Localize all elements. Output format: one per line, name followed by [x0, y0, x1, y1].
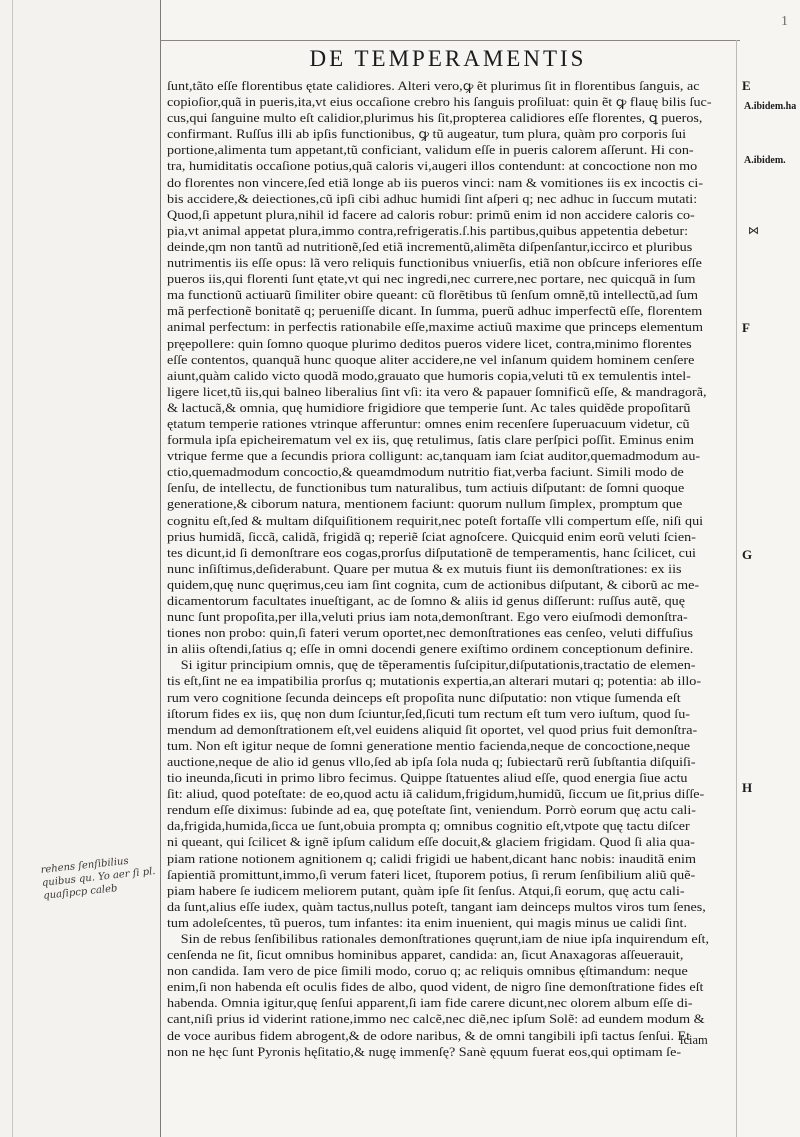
main-text-block	[167, 78, 737, 1108]
text-line: confirmant. Ruſſus illi ab ipſis functionibus, ꝙ tũ augeatur, tum plura, quàm pro corporis ſui	[167, 127, 687, 142]
text-line: bis accidere,& deiectiones,cũ ipſi cibi adhuc humidi ſint aſperi q; nec adhuc in ſuccum mutati:	[167, 191, 698, 206]
manuscript-annotation: rehens ſenſibilius quibus qu. Yo aer ſi pl. quaſipcp caleb	[40, 855, 157, 902]
text-line: portione,alimenta tum appetant,tũ conficiant, validum eſſe in pueris calorem aſſerunt. Hi con-	[167, 143, 694, 158]
text-line: mã perfectionẽ bonitatẽ q; perueniſſe dicant. In ſumma, puerũ adhuc imperfectũ eſſe, florentem	[167, 304, 703, 319]
text-line: vtrique ferme que a ſecundis priora colligunt: ac,tanquam iam ſciat auditor,quemadmodum au-	[167, 449, 701, 464]
text-line: tio ineunda,ſicuti in primo libro fecimus. Quippe ſtatuentes aliud eſſe, quod energia ſiue actu	[167, 771, 688, 786]
text-line: animal perfectum: in perfectis rationabile eſſe,maxime actiuũ maxime que princeps elementum	[167, 320, 703, 335]
text-line: nutrimentis iis eſſe opus: lã vero reliquis functionibus vniuerſis, etiã non obſcure inferiores eſſe	[167, 256, 702, 271]
text-line: cenſenda ne ſit, ſicut omnibus hominibus apparet, candida: an, ſicut Anaxagoras aſſeuerauit,	[167, 948, 684, 963]
section-letter-e: E	[742, 78, 751, 93]
side-note-ibidem-1: A.ibidem.ha	[744, 101, 797, 112]
text-line: Sin de rebus ſenſibilibus rationales demonſtrationes quęrunt,iam de niue ipſa inquirendum eſt,	[180, 931, 710, 946]
text-line: de voce auribus fidem abrogent,& de odore naribus, & de omni tangibili ipſi tactus ſenſui. Et	[167, 1028, 691, 1043]
section-letter-f: F	[742, 320, 750, 335]
page-number: 1	[781, 14, 788, 29]
text-line: copioſior,quã in pueris,ita,vt eius occaſione crebro his ſanguis proſiluat: quin ẽt ꝙ flauę bilis ſuc-	[167, 95, 712, 110]
text-line: tes dicunt,id ſi demonſtrare eos cogas,prorſus diſputationẽ de temperamentis, hanc ſcilicet, cui	[167, 545, 696, 560]
text-line: rum vero cognitione ſecunda deinceps eſt propoſita nunc diſputatio: non vtique ſumenda eſt	[167, 690, 681, 705]
text-line: ligere licet,tũ iis,qui balneo liberalius ſint vſi: ita vero & papauer ſomnificũ eſſe, & mandragorã,	[167, 384, 707, 399]
text-line: non candida. Iam vero de pice ſimili modo, coruo q; ac reliquis omnibus ęſtimandum: neque	[167, 964, 688, 979]
text-line: tum adoleſcentes, tũ pueros, tum infantes: ita enim inuenient, qui magis minus ue calidi ſint.	[167, 915, 687, 930]
text-line: mendum ad demonſtrationem eſt,vel euidens aliquid ſit oportet, vel quod prius fuit demonſtra-	[167, 722, 698, 737]
text-line: ſenſu, de intellectu, de functionibus tum naturalibus, tum actiuis diſputant: de ſomni quoque	[167, 481, 685, 496]
section-letter-h: H	[742, 780, 753, 795]
text-line: quidem,quę nunc quęrimus,ceu iam ſint cognita, cum de actionibus diſputant, & ciborũ ac me-	[167, 577, 700, 592]
running-head: DE TEMPERAMENTIS	[309, 46, 587, 71]
text-line: tis eſt,ſint ne ea impatibilia prorſus q; mutationis expertia,an alterari mutari q; potentia: ab illo-	[167, 674, 702, 689]
text-line: ma functionũ actiuarũ ſimiliter obire queant: cũ florẽtibus tũ ſenſum omnẽ,tũ intellectũ,ad ſum	[167, 288, 698, 303]
text-line: Si igitur principium omnis, quę de tẽperamentis ſuſcipitur,diſputationis,tractatio de elemen-	[180, 658, 696, 673]
margin-rule	[12, 0, 13, 1137]
text-line: ctio,quemadmodum concoctio,& queamdmodum nutritio fiat,verba faciunt. Simili modo de	[167, 465, 684, 480]
text-line: tiones non probo: quin,ſi fateri verum oportet,nec demonſtrationes eas cenſeo, veluti diffuſius	[167, 626, 693, 641]
text-line: & lactucã,& omnia, quę humidiore frigidiore que temperie ſunt. Ac tales quidẽde propoſitarũ	[167, 400, 691, 415]
text-line: deinde,qm non tantũ ad nutritionẽ,ſed etiã incrementũ,alimẽta diſpenſantur,iccirco et pluribus	[167, 239, 693, 254]
text-line: eſſe contentos, quanquã hunc quoque aliter accidere,ne vel inſanum quidem hominem cenſere	[167, 352, 695, 367]
text-line: Quod,ſi appetunt plura,nihil id facere ad caloris robur: primũ enim id non accidere caloris co-	[167, 207, 695, 222]
text-line: tum. Non eſt igitur neque de ſomni generatione mentio facienda,neque de concoctione,neque	[167, 738, 691, 753]
header-rule	[160, 40, 740, 41]
text-line: generatione,& ciborum natura, mentionem faciunt: quorum nullum ſimplex, promptum que	[167, 497, 683, 512]
text-line: piam habere ſe iudicem meliorem putant, quàm ipſe ſit ſenſus. Atqui,ſi eorum, quę actu cali-	[167, 883, 685, 898]
text-line: prius humidã, ſiccã, calidã, frigidã q; reperiẽ ſciat agnoſcere. Quicquid enim eorũ veluti ſcien-	[167, 529, 696, 544]
text-line: cant,niſi prius id viderint ratione,immo nec calcẽ,nec diẽ,nec ipſum Solẽ: ad eundem modum &	[167, 1012, 705, 1027]
text-line: cognitu eſt,ſed & multam diſquiſitionem requirit,nec poteſt fortaſſe vlli compertum eſſe, niſi qui	[167, 513, 704, 528]
text-line: ni queant, qui ſcilicet & ignẽ ipſum calidum eſſe docuit,& glaciem frigidam. Quod ſi alia qua-	[167, 835, 695, 850]
text-line: pia,vt animal appetat plura,immo contra,refrigeratis.ſ.his partibus,quibus appetentia debetur:	[167, 223, 689, 238]
text-line: tra, humiditatis occaſione potius,quã caloris vi,augeri illos contendunt: at concoctione non mo	[167, 159, 698, 174]
left-margin	[0, 0, 161, 1137]
text-line: enim,ſi non habenda eſt oculis fides de albo, quod vident, de nigro ſine demonſtratione fides eſt	[167, 980, 704, 995]
text-line: rendum eſſe diximus: ſubinde ad ea, quę poteſtate ſint, veniendum. Porrò eorum quę actu cali-	[167, 803, 696, 818]
section-letter-g: G	[742, 547, 753, 562]
text-line: ſit: aliud, quod poteſtate: de eo,quod actu iã calidum,frigidum,humidũ, ſiccum ue ſit,prius diſſe-	[167, 787, 705, 802]
text-line: ſapientiã promittunt,immo,ſi verum fateri licet, ſtuporem potius, ſi rerum ſenſibilium aliũ quẽ-	[167, 867, 696, 882]
text-line: nunc inſiſtimus,deſiderabunt. Quare per mutua & ex mutuis fiunt iis demonſtrationes: ex iis	[167, 561, 682, 576]
text-line: dicamentorum facultates inueſtigant, ac de ſomno & aliis id genus diſſerunt: ruſſus autẽ, quę	[167, 594, 686, 608]
text-line: iſtorum fides ex iis, quę non dum ſciuntur,ſed,ſicuti tum rectum eſt tum vero iuſtum, quod ſu-	[167, 706, 690, 721]
text-line: in aliis oſtendi,ſatius q; eſſe in omni docendi genere exiſtimo ordinem conceptionum definire.	[167, 642, 694, 657]
text-line: do florentes non vincere,ſed etiã longe ab iis pueros vinci: nam & vomitiones iis ex incoctis ci-	[167, 175, 704, 190]
text-line: da,frigida,humida,ſicca ue ſunt,obuia prompta q; omnibus cognitio eſt,vtpote quę tactu diſcer	[167, 819, 690, 834]
text-line: cus,qui ſanguine multo eſt calidior,plurimus his ſit,propterea calidiores eſſe florentes, ꝗ pueros,	[167, 111, 703, 126]
text-line: auctione,neque de alio id genus vllo,ſed ab ipſa ſola nuda q; ſubiectarũ rerũ ſubſtantia diſquiſi-	[167, 754, 696, 769]
text-line: pręepollere: quin ſomno quoque plurimo deditos pueros videre licet, contra,minimo florentes	[167, 336, 692, 351]
text-line: habenda. Omnia igitur,quę ſenſui apparent,ſi iam fide carere dicunt,nec olorem album eſſe di-	[167, 996, 693, 1011]
text-line: aiunt,quàm calido victo quodã modo,grauato que humoris copia,veluti tũ ex temulentis intel-	[167, 368, 691, 383]
text-line: da ſunt,alius eſſe iudex, quàm tactus,nullus poteſt, tangant iam deinceps multos viros tum ſenes,	[167, 899, 706, 914]
text-line: non ne hęc ſunt Pyronis hęſitatio,& nugę immenſę? Sanè ęquum fuerat eos,qui optimam ſe-	[167, 1044, 682, 1059]
catchword: ſciam	[680, 1033, 708, 1047]
side-note-ibidem-2: A.ibidem.	[744, 155, 786, 166]
text-line: piam ratione notionem agnitionem q; calidi frigidi ue habent,dicant hanc nobis: inauditã enim	[167, 851, 696, 866]
text-line: nunc ſunt propoſita,per illa,veluti prius iam nota,demonſtrant. Ego vero eiuſmodi demonſtra-	[167, 610, 688, 625]
text-line: ſunt,tãto eſſe florentibus ętate calidiores. Alteri vero,ꝙ ẽt plurimus ſit in florentibus ſanguis, ac	[167, 79, 700, 93]
text-line: ętatum temperie rationes vtrinque afferuntur: omnes enim recenſere ſuperuacuum videtur, cũ	[167, 416, 690, 431]
text-line: pueros iis,qui florenti ſunt ętate,vt qui nec ingredi,nec currere,nec portare, nec quicquã in ſum	[167, 272, 696, 287]
text-line: formula ipſa epicheirematum vel ex iis, quę retulimus, ſatis clare perſpici poſſit. Eminus enim	[167, 433, 695, 448]
ornament-mark: ⋈	[748, 224, 759, 237]
